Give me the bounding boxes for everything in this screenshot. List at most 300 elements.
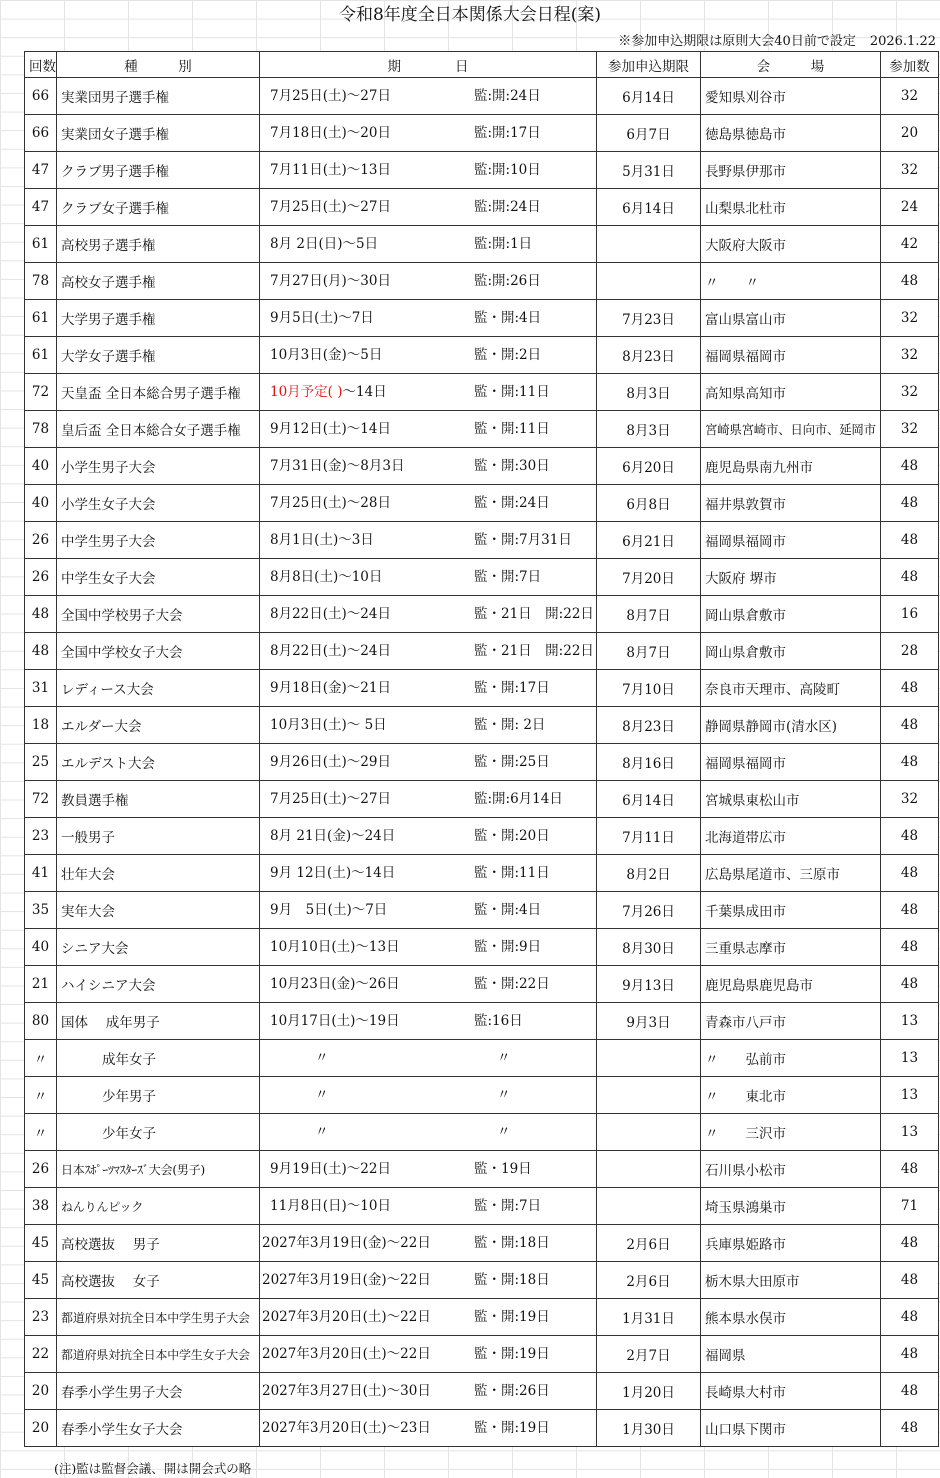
date-range: 〃	[315, 1124, 329, 1140]
venue-cell: 福岡県福岡市	[701, 522, 881, 559]
table-row	[25, 411, 939, 448]
meeting-text: 監・開:7月31日	[474, 532, 572, 548]
note-text: ※参加申込期限は原則大会40日前で設定	[618, 34, 856, 49]
deadline-cell	[597, 1040, 701, 1077]
round-cell: 45	[25, 1262, 57, 1299]
table-row	[25, 300, 939, 337]
date-text	[270, 855, 395, 891]
deadline-cell: 6月7日	[597, 115, 701, 152]
count-cell: 28	[881, 633, 939, 670]
count-cell: 24	[881, 189, 939, 226]
category-cell: 日本ｽﾎﾟｰﾂﾏｽﾀｰｽﾞ大会(男子)	[57, 1151, 260, 1188]
date-text	[270, 633, 391, 669]
count-cell: 48	[881, 485, 939, 522]
schedule-rows	[25, 78, 939, 1447]
category-cell: 少年男子	[57, 1077, 260, 1114]
category-cell: 高校女子選手権	[57, 263, 260, 300]
round-cell: 26	[25, 522, 57, 559]
date-text	[270, 78, 391, 114]
round-cell: 22	[25, 1336, 57, 1373]
deadline-cell: 5月31日	[597, 152, 701, 189]
deadline-cell: 8月16日	[597, 744, 701, 781]
count-cell: 48	[881, 818, 939, 855]
header-venue: 会 場	[701, 52, 881, 78]
category-cell: 全国中学校女子大会	[57, 633, 260, 670]
date-text	[270, 485, 391, 521]
date-range: 9月19日(土)～22日	[270, 1161, 391, 1177]
period-cell	[260, 855, 597, 892]
round-cell: 25	[25, 744, 57, 781]
round-cell: 18	[25, 707, 57, 744]
round-cell: 48	[25, 596, 57, 633]
round-cell: 40	[25, 448, 57, 485]
header-period: 期 日	[260, 52, 597, 78]
venue-cell: 石川県小松市	[701, 1151, 881, 1188]
deadline-cell: 8月7日	[597, 633, 701, 670]
venue-cell: 静岡県静岡市(清水区)	[701, 707, 881, 744]
deadline-cell: 8月23日	[597, 707, 701, 744]
deadline-cell: 1月31日	[597, 1299, 701, 1336]
date-text	[270, 1151, 391, 1187]
category-cell: エルデスト大会	[57, 744, 260, 781]
table-row	[25, 1188, 939, 1225]
table-row	[25, 485, 939, 522]
period-cell	[260, 670, 597, 707]
table-row	[25, 633, 939, 670]
period-cell	[260, 744, 597, 781]
round-cell: 21	[25, 966, 57, 1003]
date-range: 9月12日(土)～14日	[270, 421, 391, 437]
category-cell: 大学女子選手権	[57, 337, 260, 374]
date-text	[270, 152, 391, 188]
date-range: 2027年3月19日(金)～22日	[262, 1235, 431, 1251]
venue-cell: 福岡県	[701, 1336, 881, 1373]
table-row	[25, 559, 939, 596]
table-row	[25, 522, 939, 559]
date-text	[270, 1003, 400, 1039]
period-cell	[260, 152, 597, 189]
table-row	[25, 596, 939, 633]
venue-cell: 大阪府大阪市	[701, 226, 881, 263]
deadline-cell: 8月30日	[597, 929, 701, 966]
round-cell: 40	[25, 485, 57, 522]
count-cell: 48	[881, 1336, 939, 1373]
meeting-text: 監・開:18日	[474, 1272, 550, 1288]
meeting-text: 監・開:17日	[474, 680, 550, 696]
date-tentative: 10月予定( )	[270, 384, 343, 400]
round-cell: 61	[25, 226, 57, 263]
table-row	[25, 966, 939, 1003]
date-text	[270, 1188, 391, 1224]
meeting-text: 監:開:1日	[474, 236, 533, 252]
venue-cell: 福岡県福岡市	[701, 744, 881, 781]
venue-cell: 兵庫県姫路市	[701, 1225, 881, 1262]
meeting-text: 監・開:11日	[474, 865, 550, 881]
period-cell	[260, 1040, 597, 1077]
period-cell	[260, 1262, 597, 1299]
category-cell: 壮年大会	[57, 855, 260, 892]
venue-cell: 千葉県成田市	[701, 892, 881, 929]
meeting-text: 監・開:7日	[474, 569, 542, 585]
venue-cell: 山口県下関市	[701, 1410, 881, 1447]
round-cell: 26	[25, 559, 57, 596]
table-row	[25, 1114, 939, 1151]
count-cell: 48	[881, 892, 939, 929]
date-text	[262, 1336, 431, 1372]
period-cell	[260, 1336, 597, 1373]
count-cell: 48	[881, 522, 939, 559]
date-text	[270, 189, 391, 225]
deadline-cell: 6月20日	[597, 448, 701, 485]
table-row	[25, 1299, 939, 1336]
count-cell: 13	[881, 1040, 939, 1077]
venue-cell: 福井県敦賀市	[701, 485, 881, 522]
count-cell: 48	[881, 744, 939, 781]
category-cell: 天皇盃 全日本総合男子選手権	[57, 374, 260, 411]
header-round: 回数	[25, 52, 57, 78]
date-range: 10月3日(土)～ 5日	[270, 717, 387, 733]
table-row	[25, 226, 939, 263]
page-title: 令和8年度全日本関係大会日程(案)	[338, 5, 602, 25]
date-text	[262, 1225, 431, 1261]
date-text	[270, 300, 374, 336]
deadline-note	[604, 33, 936, 51]
deadline-cell: 6月8日	[597, 485, 701, 522]
category-cell: 高校男子選手権	[57, 226, 260, 263]
table-row	[25, 152, 939, 189]
date-text	[270, 929, 400, 965]
count-cell: 32	[881, 781, 939, 818]
round-cell: 38	[25, 1188, 57, 1225]
round-cell: 61	[25, 300, 57, 337]
round-cell: 40	[25, 929, 57, 966]
deadline-cell: 9月3日	[597, 1003, 701, 1040]
count-cell: 13	[881, 1003, 939, 1040]
venue-cell: 鹿児島県鹿児島市	[701, 966, 881, 1003]
count-cell: 48	[881, 448, 939, 485]
meeting-text: 監・開:22日	[474, 976, 550, 992]
period-cell	[260, 448, 597, 485]
schedule-table	[24, 51, 939, 1447]
table-row	[25, 263, 939, 300]
round-cell: 47	[25, 189, 57, 226]
date-range: 〃	[315, 1087, 329, 1103]
meeting-text: 監・開:2日	[474, 347, 542, 363]
date-range: 〃	[315, 1050, 329, 1066]
deadline-cell: 6月14日	[597, 189, 701, 226]
deadline-cell: 8月7日	[597, 596, 701, 633]
round-cell: 72	[25, 781, 57, 818]
round-cell: 23	[25, 1299, 57, 1336]
meeting-text: 監・開:4日	[474, 902, 542, 918]
period-cell	[260, 559, 597, 596]
period-cell	[260, 115, 597, 152]
count-cell: 32	[881, 300, 939, 337]
count-cell: 13	[881, 1077, 939, 1114]
period-cell	[260, 892, 597, 929]
meeting-text: 監:16日	[474, 1013, 523, 1029]
count-cell: 48	[881, 263, 939, 300]
table-row	[25, 337, 939, 374]
count-cell: 32	[881, 78, 939, 115]
deadline-cell: 7月10日	[597, 670, 701, 707]
count-cell: 48	[881, 1373, 939, 1410]
deadline-cell: 1月30日	[597, 1410, 701, 1447]
date-range: 8月22日(土)～24日	[270, 606, 391, 622]
venue-cell: 青森市八戸市	[701, 1003, 881, 1040]
date-range: 7月25日(土)～27日	[270, 88, 391, 104]
date-text	[270, 596, 391, 632]
header-count: 参加数	[881, 52, 939, 78]
date-range: 8月 2日(日)～5日	[270, 236, 379, 252]
category-cell: 実年大会	[57, 892, 260, 929]
count-cell: 48	[881, 670, 939, 707]
period-cell	[260, 633, 597, 670]
date-range: 7月27日(月)～30日	[270, 273, 391, 289]
deadline-cell: 7月11日	[597, 818, 701, 855]
date-text	[270, 115, 391, 151]
table-row	[25, 855, 939, 892]
date-range: 2027年3月20日(土)～22日	[262, 1309, 431, 1325]
category-cell: 成年女子	[57, 1040, 260, 1077]
date-range: 8月1日(土)～3日	[270, 532, 374, 548]
category-cell: 小学生男子大会	[57, 448, 260, 485]
round-cell: 66	[25, 78, 57, 115]
venue-cell: 愛知県刈谷市	[701, 78, 881, 115]
meeting-text: 監:開:17日	[474, 125, 541, 141]
period-cell	[260, 1114, 597, 1151]
count-cell: 48	[881, 929, 939, 966]
category-cell: 全国中学校男子大会	[57, 596, 260, 633]
period-cell	[260, 929, 597, 966]
period-cell	[260, 189, 597, 226]
deadline-cell	[597, 226, 701, 263]
venue-cell: 鹿児島県南九州市	[701, 448, 881, 485]
meeting-text: 監・開:19日	[474, 1309, 550, 1325]
meeting-text: 監・開:11日	[474, 384, 550, 400]
meeting-text: 監:開:6月14日	[474, 791, 563, 807]
period-cell	[260, 1225, 597, 1262]
date-range: 7月11日(土)～13日	[270, 162, 391, 178]
round-cell: 80	[25, 1003, 57, 1040]
date-range: 7月18日(土)～20日	[270, 125, 391, 141]
category-cell: 高校選抜 女子	[57, 1262, 260, 1299]
count-cell: 48	[881, 559, 939, 596]
table-row	[25, 1410, 939, 1447]
venue-cell: 福岡県福岡市	[701, 337, 881, 374]
meeting-text: 監:開:24日	[474, 199, 541, 215]
table-row	[25, 1151, 939, 1188]
deadline-cell: 7月23日	[597, 300, 701, 337]
category-cell: 中学生女子大会	[57, 559, 260, 596]
deadline-cell: 7月20日	[597, 559, 701, 596]
period-cell	[260, 1373, 597, 1410]
date-text	[315, 1077, 329, 1113]
meeting-text: 監・開:26日	[474, 1383, 550, 1399]
deadline-cell: 8月3日	[597, 411, 701, 448]
count-cell: 48	[881, 1299, 939, 1336]
count-cell: 32	[881, 152, 939, 189]
meeting-text: 監・開:9日	[474, 939, 542, 955]
meeting-text: 監:開:26日	[474, 273, 541, 289]
count-cell: 32	[881, 337, 939, 374]
venue-cell: 〃 三沢市	[701, 1114, 881, 1151]
venue-cell: 埼玉県鴻巣市	[701, 1188, 881, 1225]
date-range: 7月31日(金)～8月3日	[270, 458, 405, 474]
date-text	[270, 448, 404, 484]
table-row	[25, 78, 939, 115]
category-cell: エルダー大会	[57, 707, 260, 744]
category-cell: 都道府県対抗全日本中学生女子大会	[57, 1336, 260, 1373]
date-text	[262, 1373, 431, 1409]
round-cell: 66	[25, 115, 57, 152]
table-row	[25, 1003, 939, 1040]
venue-cell: 〃 弘前市	[701, 1040, 881, 1077]
category-cell: 小学生女子大会	[57, 485, 260, 522]
category-cell: 中学生男子大会	[57, 522, 260, 559]
meeting-text: 監・19日	[474, 1161, 532, 1177]
meeting-text: 監・開: 2日	[474, 717, 546, 733]
period-cell	[260, 522, 597, 559]
date-range: 8月8日(土)～10日	[270, 569, 383, 585]
meeting-text: 監・開:25日	[474, 754, 550, 770]
date-range: 9月 5日(土)～7日	[270, 902, 388, 918]
venue-cell: 長野県伊那市	[701, 152, 881, 189]
deadline-cell: 7月26日	[597, 892, 701, 929]
meeting-text: 監・開:20日	[474, 828, 550, 844]
venue-cell: 〃 東北市	[701, 1077, 881, 1114]
round-cell: 78	[25, 263, 57, 300]
date-text	[270, 670, 391, 706]
table-row	[25, 707, 939, 744]
meeting-text: 監・開:18日	[474, 1235, 550, 1251]
header-row	[25, 52, 939, 78]
meeting-text: 監・21日 開:22日	[474, 606, 594, 622]
category-cell: クラブ女子選手権	[57, 189, 260, 226]
period-cell	[260, 1299, 597, 1336]
date-text	[270, 744, 391, 780]
period-cell	[260, 966, 597, 1003]
deadline-cell: 2月7日	[597, 1336, 701, 1373]
venue-cell: 奈良市天理市、高陵町	[701, 670, 881, 707]
category-cell: 春季小学生女子大会	[57, 1410, 260, 1447]
period-cell	[260, 300, 597, 337]
venue-cell: 高知県高知市	[701, 374, 881, 411]
venue-cell: 大阪府 堺市	[701, 559, 881, 596]
round-cell: 〃	[25, 1114, 57, 1151]
category-cell: 実業団男子選手権	[57, 78, 260, 115]
table-row	[25, 448, 939, 485]
date-range: 7月25日(土)～27日	[270, 199, 391, 215]
venue-cell: 宮城県東松山市	[701, 781, 881, 818]
period-cell	[260, 707, 597, 744]
venue-cell: 〃 〃	[701, 263, 881, 300]
meeting-text: 監・開:4日	[474, 310, 542, 326]
count-cell: 32	[881, 374, 939, 411]
period-cell	[260, 1410, 597, 1447]
category-cell: 国体 成年男子	[57, 1003, 260, 1040]
category-cell: レディース大会	[57, 670, 260, 707]
date-text	[270, 263, 391, 299]
category-cell: 少年女子	[57, 1114, 260, 1151]
header-deadline: 参加申込期限	[597, 52, 701, 78]
table-row	[25, 1225, 939, 1262]
period-cell	[260, 411, 597, 448]
period-cell	[260, 485, 597, 522]
deadline-cell	[597, 1188, 701, 1225]
round-cell: 47	[25, 152, 57, 189]
date-range: 8月22日(土)～24日	[270, 643, 391, 659]
date-text	[270, 411, 391, 447]
date-text	[270, 559, 382, 595]
period-cell	[260, 374, 597, 411]
period-cell	[260, 818, 597, 855]
venue-cell: 宮崎県宮崎市、日向市、延岡市	[701, 411, 881, 448]
category-cell: 一般男子	[57, 818, 260, 855]
meeting-text: 〃	[497, 1050, 511, 1066]
count-cell: 48	[881, 1410, 939, 1447]
period-cell	[260, 1077, 597, 1114]
count-cell: 48	[881, 1225, 939, 1262]
category-cell: クラブ男子選手権	[57, 152, 260, 189]
date-range: 2027年3月27日(土)～30日	[262, 1383, 431, 1399]
venue-cell: 三重県志摩市	[701, 929, 881, 966]
deadline-cell: 6月14日	[597, 78, 701, 115]
date-text	[262, 1410, 431, 1446]
deadline-cell	[597, 1114, 701, 1151]
table-row	[25, 1040, 939, 1077]
period-cell	[260, 263, 597, 300]
category-cell: ねんりんピック	[57, 1188, 260, 1225]
venue-cell: 岡山県倉敷市	[701, 633, 881, 670]
date-range: 9月18日(金)～21日	[270, 680, 391, 696]
table-row	[25, 744, 939, 781]
category-cell: 都道府県対抗全日本中学生男子大会	[57, 1299, 260, 1336]
table-row	[25, 929, 939, 966]
period-cell	[260, 337, 597, 374]
deadline-cell: 8月3日	[597, 374, 701, 411]
category-cell: 大学男子選手権	[57, 300, 260, 337]
date-range: 11月8日(日)～10日	[270, 1198, 391, 1214]
category-cell: 実業団女子選手権	[57, 115, 260, 152]
table-row	[25, 781, 939, 818]
period-cell	[260, 78, 597, 115]
header-category: 種 別	[57, 52, 260, 78]
venue-cell: 岡山県倉敷市	[701, 596, 881, 633]
date-text	[270, 226, 378, 262]
date-range: 7月25日(土)～27日	[270, 791, 391, 807]
category-cell: 皇后盃 全日本総合女子選手権	[57, 411, 260, 448]
table-row	[25, 818, 939, 855]
meeting-text: 監・開:7日	[474, 1198, 542, 1214]
date-range: 9月26日(土)～29日	[270, 754, 391, 770]
deadline-cell	[597, 263, 701, 300]
deadline-cell: 6月14日	[597, 781, 701, 818]
round-cell: 20	[25, 1410, 57, 1447]
meeting-text: 監・開:11日	[474, 421, 550, 437]
date-text	[315, 1040, 329, 1076]
round-cell: 31	[25, 670, 57, 707]
date-text	[270, 966, 400, 1002]
date-range: 10月3日(金)～5日	[270, 347, 383, 363]
deadline-cell: 9月13日	[597, 966, 701, 1003]
deadline-cell: 6月21日	[597, 522, 701, 559]
period-cell	[260, 1003, 597, 1040]
round-cell: 72	[25, 374, 57, 411]
meeting-text: 〃	[497, 1087, 511, 1103]
table-row	[25, 1336, 939, 1373]
date-range: 2027年3月19日(金)～22日	[262, 1272, 431, 1288]
